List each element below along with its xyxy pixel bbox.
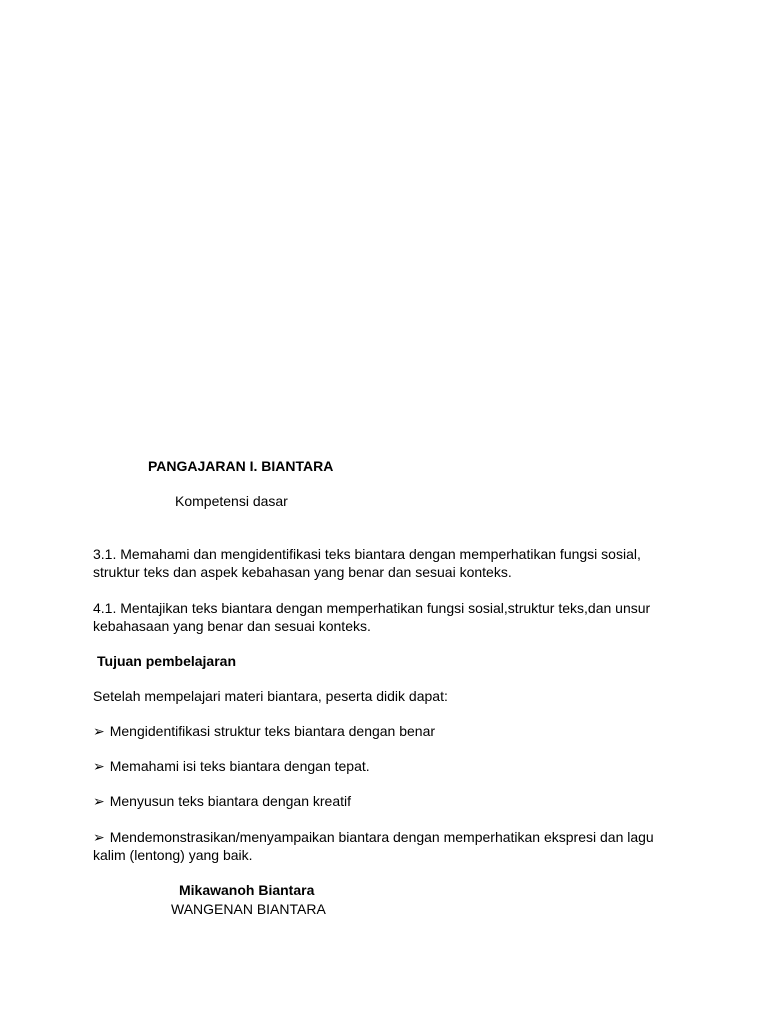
section-heading: Mikawanoh Biantara xyxy=(179,882,315,898)
objective-item xyxy=(93,792,351,810)
section-subheading: WANGENAN BIANTARA xyxy=(171,901,326,917)
arrow-bullet-icon: ➢ xyxy=(93,723,105,739)
objective-text: Menyusun teks biantara dengan kreatif xyxy=(109,793,351,809)
arrow-bullet-icon: ➢ xyxy=(93,793,105,809)
objectives-heading: Tujuan pembelajaran xyxy=(97,653,236,669)
objectives-intro: Setelah mempelajari materi biantara, peserta didik dapat: xyxy=(93,688,448,704)
competency-item: 3.1. Memahami dan mengidentifikasi teks biantara dengan memperhatikan fungsi sosial, struktur teks dan aspek kebahasan yang benar dan sesuai konteks. xyxy=(93,546,641,580)
objective-item xyxy=(93,757,370,775)
objective-item xyxy=(93,722,435,740)
arrow-bullet-icon: ➢ xyxy=(93,758,105,774)
objective-item xyxy=(93,828,683,864)
objective-text: Memahami isi teks biantara dengan tepat. xyxy=(109,758,370,774)
arrow-bullet-icon: ➢ xyxy=(93,829,105,845)
objective-text: Mengidentifikasi struktur teks biantara dengan benar xyxy=(109,723,436,739)
lesson-title: PANGAJARAN I. BIANTARA xyxy=(148,458,334,474)
competency-item: 4.1. Mentajikan teks biantara dengan memperhatikan fungsi sosial,struktur teks,dan unsur kebahasaan yang benar dan sesuai konteks. xyxy=(93,600,651,634)
competency-heading: Kompetensi dasar xyxy=(175,493,288,509)
objective-text: Mendemonstrasikan/menyampaikan biantara dengan memperhatikan ekspresi dan lagu kalim (lentong) yang baik. xyxy=(93,829,654,863)
